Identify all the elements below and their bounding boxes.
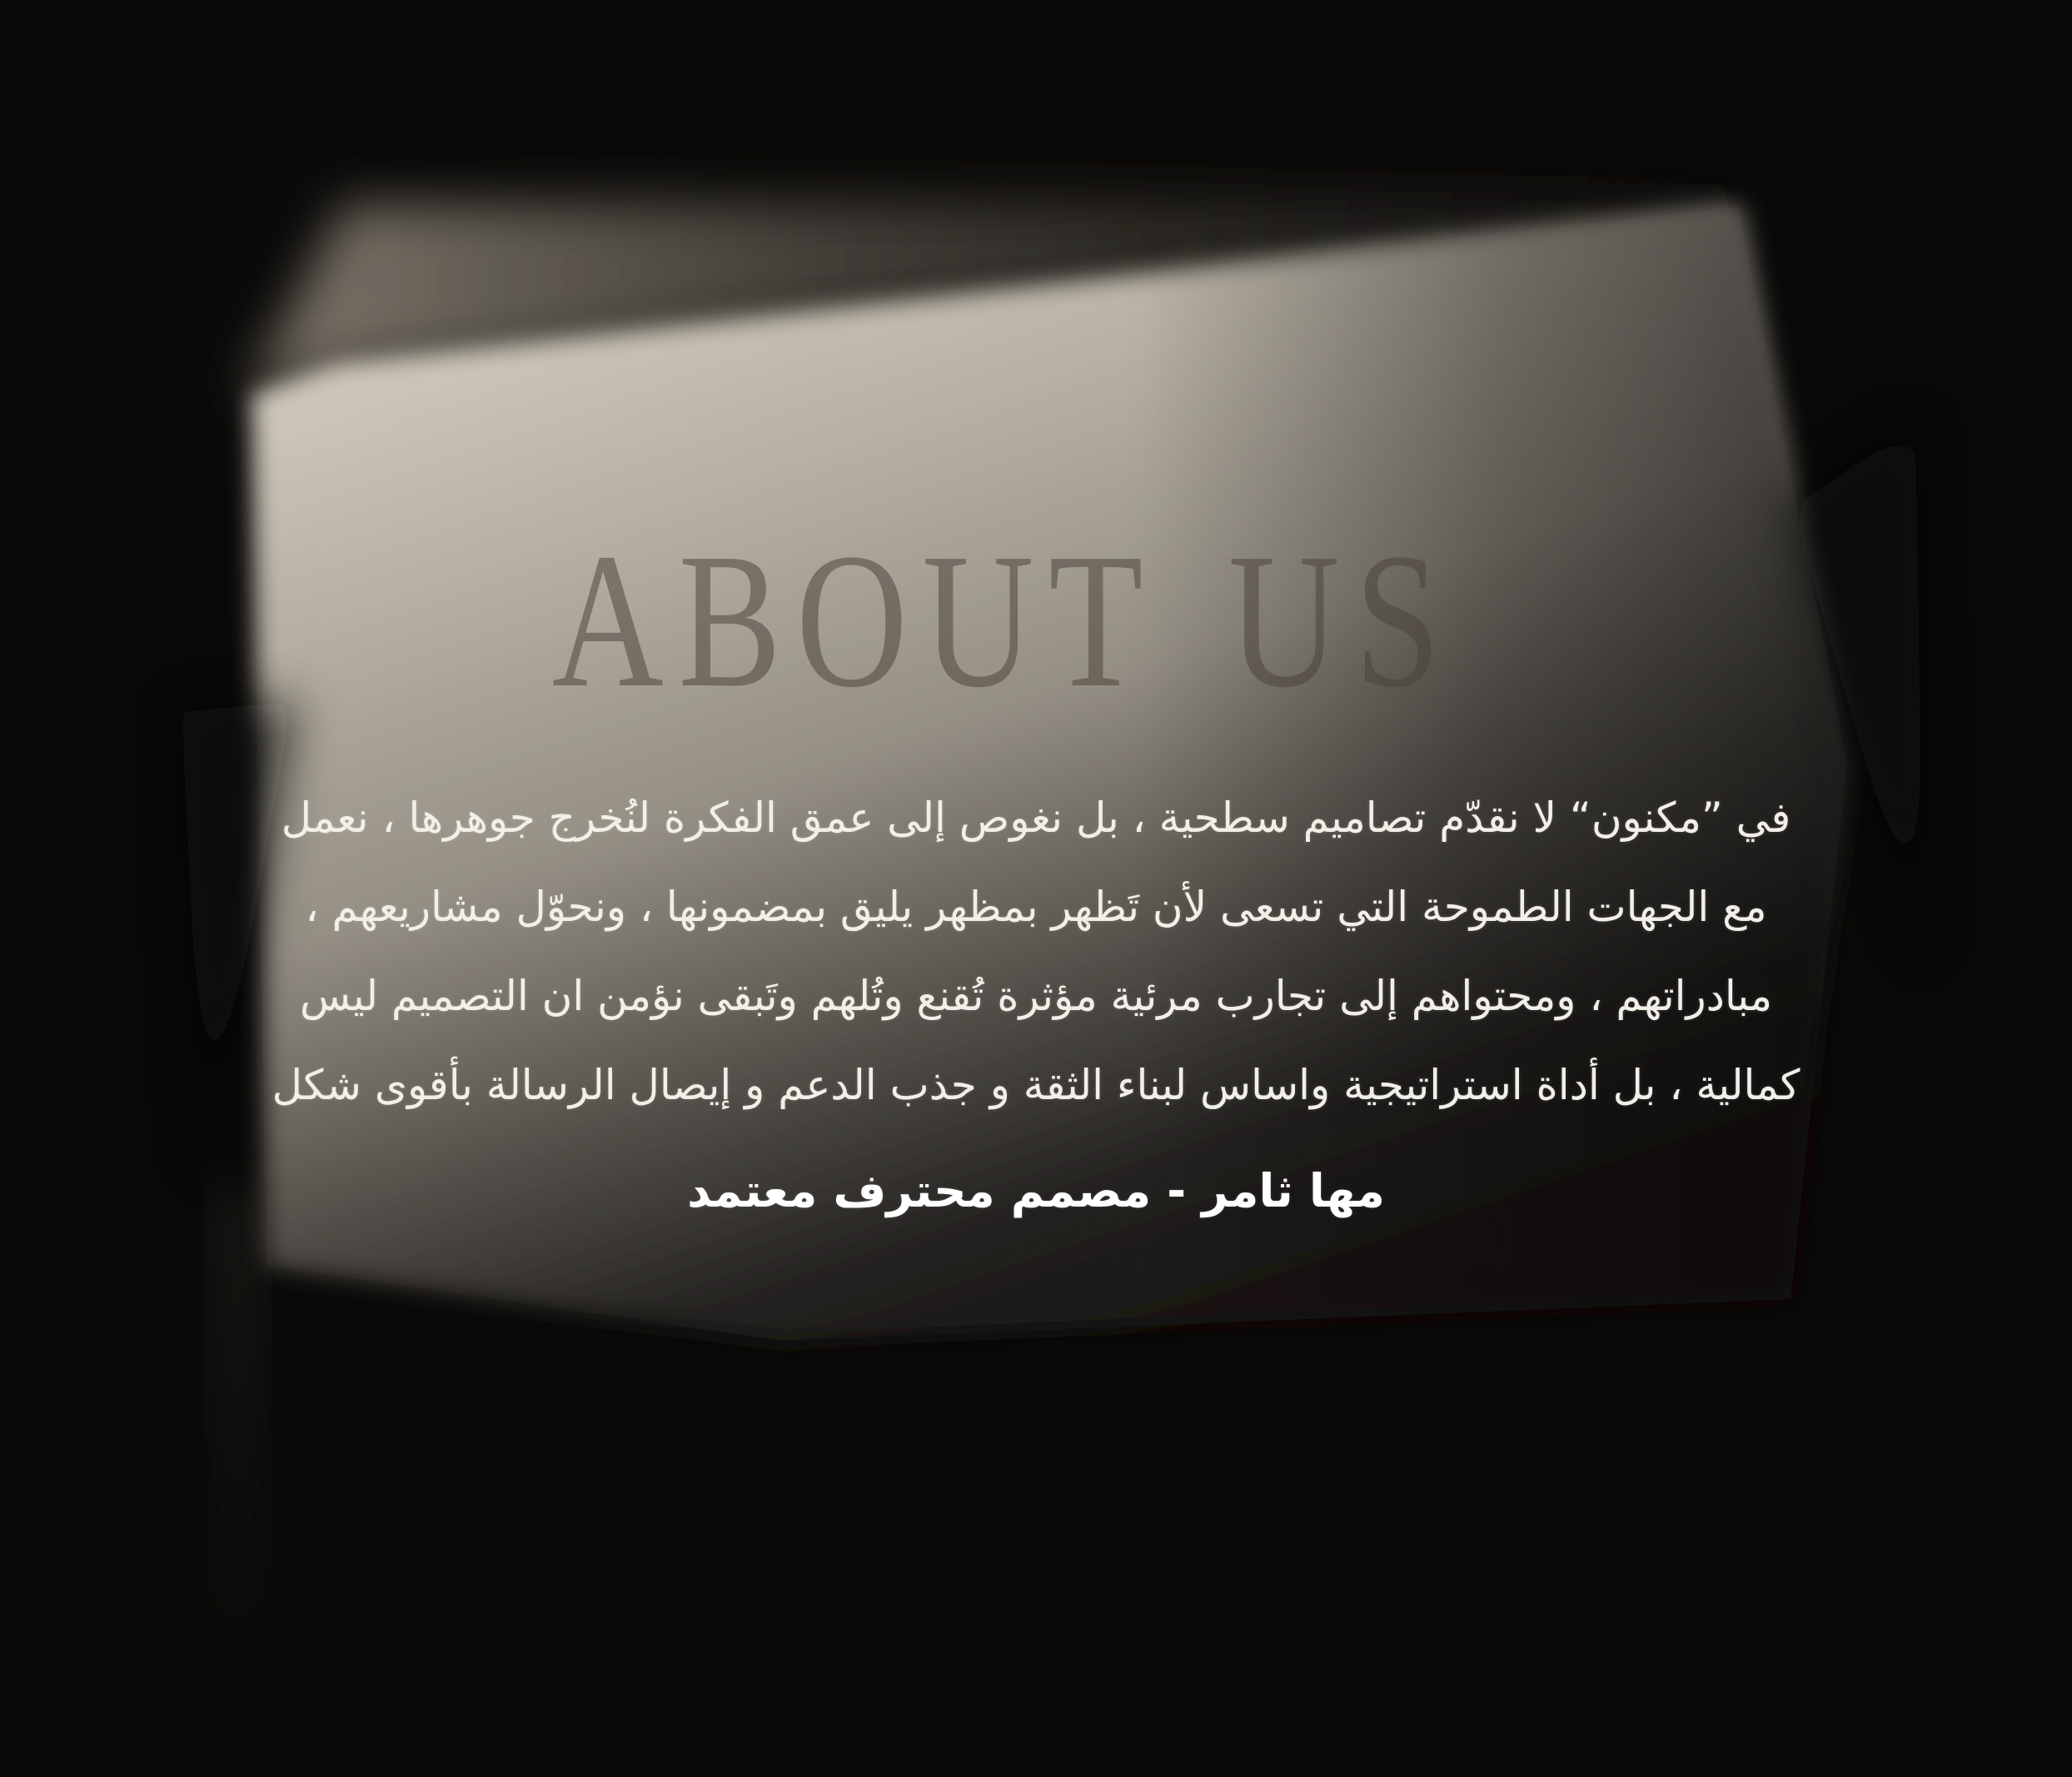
about-paragraph	[0, 774, 2072, 1130]
about-paragraph-line: مبادراتهم ، ومحتواهم إلى تجارب مرئية مؤثرة تُقنع وتُلهم وتَبقى نؤمن ان التصميم ليس	[299, 972, 1773, 1020]
about-paragraph-line: مع الجهات الطموحة التي تسعى لأن تَظهر بمظهر يليق بمضمونها ، ونحوّل مشاريعهم ،	[305, 883, 1767, 931]
bottom-left-streak	[218, 1191, 257, 1657]
about-paragraph-line: كمالية ، بل أداة استراتيجية واساس لبناء الثقة و جذب الدعم و إيصال الرسالة بأقوى شكل	[271, 1061, 1801, 1109]
about-paragraph-line: في ”مكنون“ لا نقدّم تصاميم سطحية ، بل نغوص إلى عمق الفكرة لنُخرج جوهرها ، نعمل	[281, 794, 1791, 842]
designer-signature: مها ثامر - مصمم محترف معتمد	[687, 1164, 1385, 1217]
section-watermark-title: ABOUT US	[551, 514, 1456, 728]
